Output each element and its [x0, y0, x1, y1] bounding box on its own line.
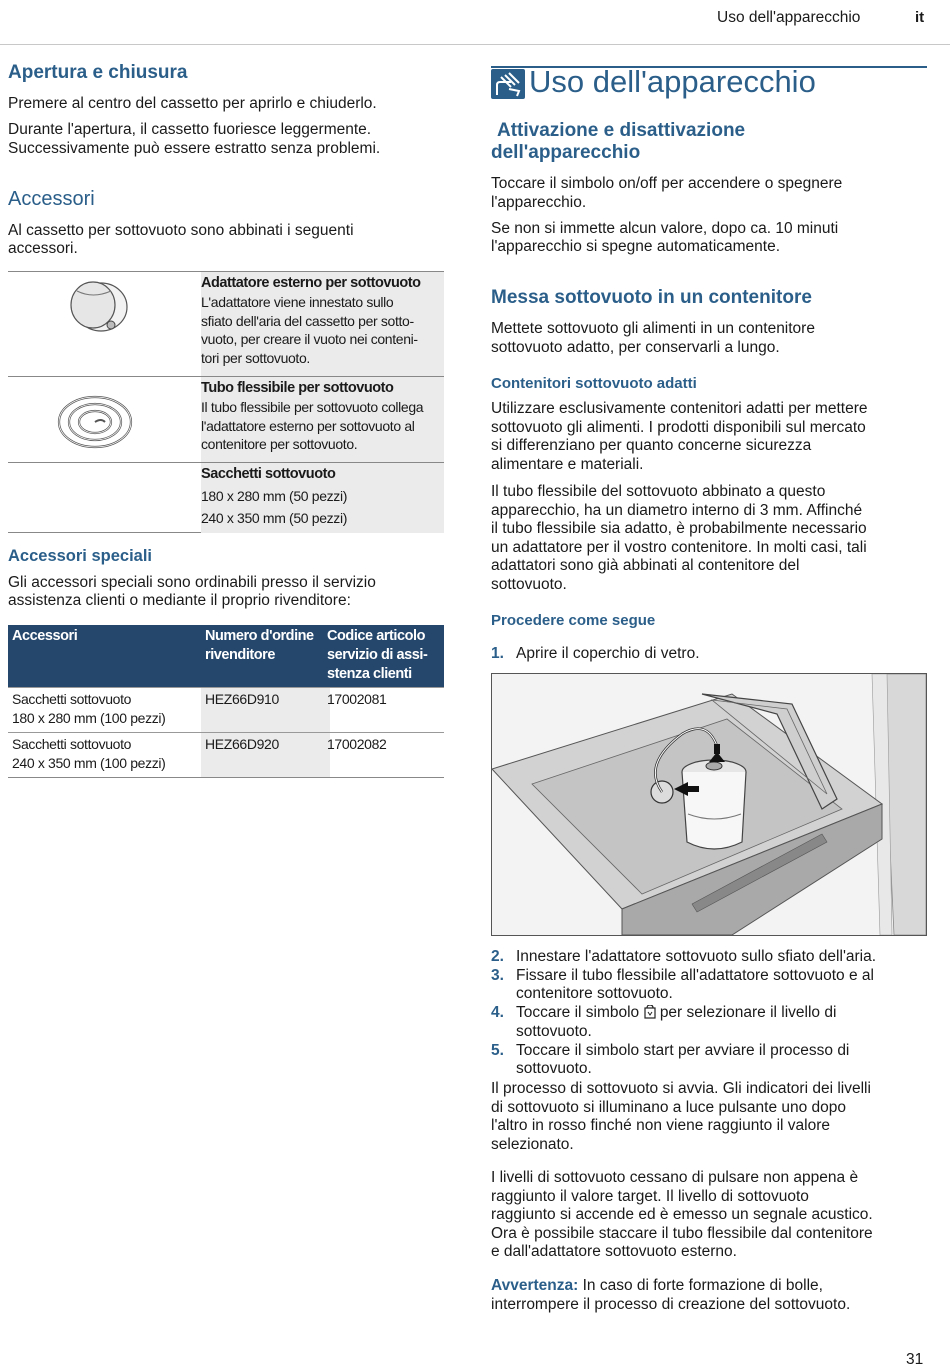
hand-touch-icon [491, 69, 525, 99]
step-item [491, 1004, 936, 1041]
step-text: sottovuoto. [516, 1022, 592, 1040]
table-cell-order: HEZ66D920 [205, 736, 279, 752]
column-header-code-line1: Codice articolo [327, 628, 425, 644]
section-title-onoff-2: dell'apparecchio [491, 142, 641, 163]
levels-text [491, 1169, 873, 1262]
table-cell-order: HEZ66D910 [205, 691, 279, 707]
text-line: raggiunto il valore target. Il livello di sottovuoto [491, 1187, 809, 1205]
step-text: Innestare l'adattatore sottovuoto sullo sfiato dell'aria. [516, 948, 877, 965]
accessory-desc-hose [201, 377, 444, 463]
accessory-desc-line: 180 x 280 mm (50 pezzi) [201, 488, 348, 504]
text-line: il tubo flessibile sia adatto, è probabilmente necessario [491, 520, 867, 537]
container-text-2 [491, 400, 867, 474]
accessory-name: Sacchetti sottovuoto [201, 466, 336, 482]
step-text: Toccare il simbolo [516, 1004, 640, 1022]
table-row [8, 687, 444, 732]
text-line: l'altro in rosso finché non viene raggiunto il valore [491, 1117, 830, 1134]
step-number: 3. [491, 966, 504, 984]
subtitle-procedure: Procedere come segue [491, 612, 656, 629]
accessory-desc-line: L'adattatore viene innestato sullo [201, 294, 394, 310]
table-cell-accessory: 180 x 280 mm (100 pezzi) [12, 710, 166, 726]
note-text: interrompere il processo di creazione del sottovuoto. [491, 1295, 851, 1313]
special-intro-2: assistenza clienti o mediante il proprio rivenditore: [8, 592, 351, 609]
step-item [491, 645, 931, 664]
step-number: 4. [491, 1004, 504, 1022]
accessories-intro-1: Al cassetto per sottovuoto sono abbinati i seguenti [8, 222, 354, 239]
language-code: it [915, 9, 925, 26]
container-text-1a: Mettete sottovuoto gli alimenti in un contenitore [491, 320, 815, 337]
vacuum-level-icon [644, 1005, 656, 1019]
accessories-intro-2: accessori. [8, 240, 78, 257]
column-header-code-line3: stenza clienti [327, 666, 412, 682]
text-line: Il processo di sottovuoto si avvia. Gli indicatori dei livelli [491, 1080, 871, 1097]
header-divider [0, 44, 950, 45]
running-header-title: Uso dell'apparecchio [717, 9, 861, 26]
text-line: un adattatore per il vostro contenitore. In molti casi, tali [491, 538, 867, 556]
step-item [491, 967, 936, 1004]
text-line: raggiunto si accende ed è emesso un segnale acustico. [491, 1206, 873, 1223]
table-cell-code: 17002082 [327, 736, 387, 752]
step-text: sottovuoto. [516, 1060, 592, 1078]
text-line: Il tubo flessibile del sottovuoto abbinato a questo [491, 483, 826, 500]
section-title-container: Messa sottovuoto in un contenitore [491, 287, 812, 308]
section-title-accessories: Accessori [8, 188, 95, 210]
text-line: sottovuoto gli alimenti. I prodotti disponibili sul mercato [491, 418, 866, 436]
step-text: Fissare il tubo flessibile all'adattatore sottovuoto e al [516, 966, 874, 984]
section-title-onoff-1: Attivazione e disattivazione [497, 120, 746, 141]
note-label: Avvertenza: [491, 1277, 579, 1294]
opening-text-2a: Durante l'apertura, il cassetto fuoriesce leggermente. [8, 121, 372, 138]
section-title-opening: Apertura e chiusura [8, 62, 188, 83]
step-number: 1. [491, 645, 504, 662]
step-text: per selezionare il livello di [659, 1004, 837, 1022]
text-line: alimentare e materiali. [491, 455, 644, 473]
special-intro-1: Gli accessori speciali sono ordinabili presso il servizio [8, 574, 376, 591]
process-text [491, 1080, 871, 1154]
container-text-1b: sottovuoto adatto, per conservarli a lungo. [491, 339, 780, 356]
accessory-desc-line: contenitore per sottovuoto. [201, 436, 358, 452]
step-text: Toccare il simbolo start per avviare il processo di [516, 1041, 850, 1059]
step-item [491, 1042, 936, 1079]
step-number: 2. [491, 948, 504, 965]
step-text: Aprire il coperchio di vetro. [516, 645, 700, 662]
onoff-text-2a: Se non si immette alcun valore, dopo ca. 10 minuti [491, 220, 839, 237]
accessory-name: Adattatore esterno per sottovuoto [201, 275, 421, 291]
opening-text-1: Premere al centro del cassetto per aprirlo e chiuderlo. [8, 95, 377, 112]
table-row [8, 732, 444, 778]
accessory-row-bags [8, 462, 444, 533]
text-line: apparecchio, ha un diametro interno di 3 mm. Affinché [491, 501, 863, 519]
onoff-text-1b: l'apparecchio. [491, 194, 587, 211]
order-table-header [8, 625, 444, 687]
text-line: Utilizzare esclusivamente contenitori adatti per mettere [491, 400, 868, 417]
opening-text-2b: Successivamente può essere estratto senza problemi. [8, 140, 381, 157]
step-text: contenitore sottovuoto. [516, 985, 673, 1003]
accessory-desc-line: l'adattatore esterno per sottovuoto al [201, 417, 415, 434]
text-line: sottovuoto. [491, 575, 567, 593]
accessory-row-hose [8, 376, 444, 462]
table-cell-accessory: Sacchetti sottovuoto [12, 691, 132, 707]
accessory-desc-bags [201, 463, 444, 533]
accessory-desc-adapter [201, 272, 444, 377]
column-header-order-line1: Numero d'ordine [205, 628, 314, 644]
text-line: adattatori sono già abbinati al contenitore del [491, 557, 800, 574]
onoff-text-1a: Toccare il simbolo on/off per accendere o spegnere [491, 175, 843, 192]
vacuum-adapter-icon [63, 277, 133, 337]
text-line: Ora è possibile staccare il tubo flessibile dal contenitore [491, 1224, 873, 1242]
page-number: 31 [906, 1351, 924, 1368]
table-cell-accessory: 240 x 350 mm (100 pezzi) [12, 755, 166, 771]
column-header-accessories: Accessori [12, 628, 78, 644]
accessory-row-adapter [8, 271, 444, 376]
text-line: si differenziano per quanto concerne sicurezza [491, 437, 812, 454]
step-list-2 [491, 948, 936, 1079]
text-line: di sottovuoto si illuminano a luce pulsante uno dopo [491, 1098, 847, 1116]
coiled-hose-icon [55, 391, 137, 451]
drawer-illustration [491, 673, 927, 936]
chapter-title: Uso dell'apparecchio [529, 64, 816, 99]
accessory-desc-line: sfiato dell'aria del cassetto per sotto- [201, 312, 414, 329]
accessory-name: Tubo flessibile per sottovuoto [201, 380, 394, 396]
note-text: In caso di forte formazione di bolle, [578, 1277, 823, 1294]
section-title-special: Accessori speciali [8, 547, 153, 565]
subtitle-suitable-containers: Contenitori sottovuoto adatti [491, 375, 697, 392]
accessory-desc-line: 240 x 350 mm (50 pezzi) [201, 509, 348, 526]
table-cell-accessory: Sacchetti sottovuoto [12, 736, 132, 752]
container-text-3 [491, 483, 867, 594]
column-header-code-line2: servizio di assi- [327, 647, 428, 663]
accessory-desc-line: vuoto, per creare il vuoto nei conteni- [201, 331, 418, 347]
step-item [491, 948, 936, 967]
onoff-text-2b: l'apparecchio si spegne automaticamente. [491, 238, 781, 255]
text-line: e dall'adattatore sottovuoto esterno. [491, 1243, 737, 1260]
accessory-desc-line: tori per sottovuoto. [201, 349, 310, 366]
note [491, 1277, 850, 1314]
text-line: I livelli di sottovuoto cessano di pulsare non appena è [491, 1169, 859, 1186]
accessory-desc-line: Il tubo flessibile per sottovuoto collega [201, 399, 424, 415]
step-list-1 [491, 645, 931, 664]
text-line: selezionato. [491, 1135, 574, 1153]
column-header-order-line2: rivenditore [205, 647, 275, 663]
table-cell-code: 17002081 [327, 691, 387, 707]
step-number: 5. [491, 1041, 504, 1059]
